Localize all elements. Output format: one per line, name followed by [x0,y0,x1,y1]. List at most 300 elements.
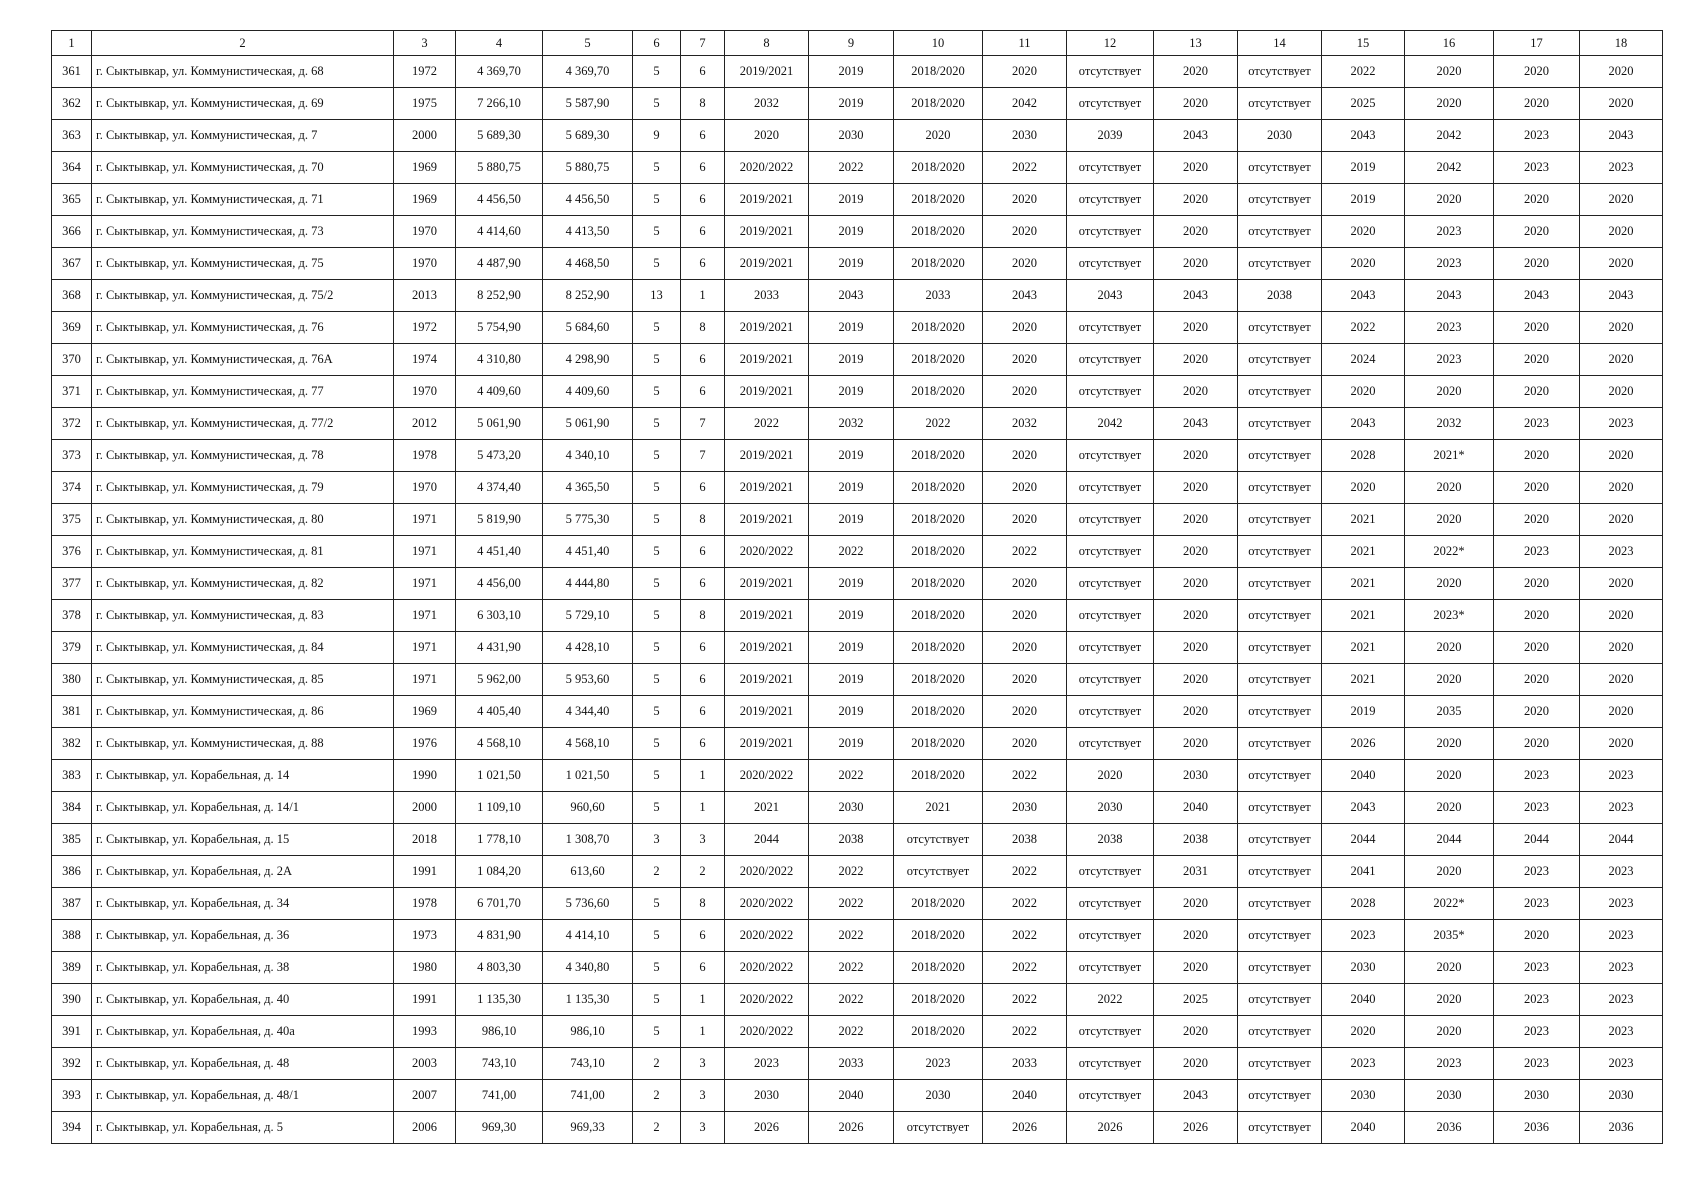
table-cell: 2028 [1322,888,1405,920]
table-cell: 2020 [1154,600,1238,632]
table-cell: 1993 [394,1016,456,1048]
address-cell: г. Сыктывкар, ул. Коммунистическая, д. 7 [92,120,394,152]
table-cell: 5 962,00 [456,664,543,696]
table-cell: 2019/2021 [725,504,809,536]
table-cell: отсутствует [1238,888,1322,920]
table-cell: 1970 [394,248,456,280]
row-number-cell: 382 [52,728,92,760]
table-cell: 2018/2020 [894,952,983,984]
table-cell: 2023 [1580,152,1663,184]
table-cell: 2023 [1580,888,1663,920]
table-cell: 8 [681,600,725,632]
table-cell: отсутствует [1067,472,1154,504]
table-cell: отсутствует [1238,152,1322,184]
table-cell: 2039 [1067,120,1154,152]
table-cell: 2023 [1322,920,1405,952]
table-cell: 2020 [1322,1016,1405,1048]
row-number-cell: 379 [52,632,92,664]
table-cell: 2043 [1322,408,1405,440]
table-cell: 1969 [394,152,456,184]
table-cell: 5 729,10 [543,600,633,632]
table-cell: 2022 [809,152,894,184]
table-cell: 2020 [983,440,1067,472]
table-cell: 2021 [1322,568,1405,600]
table-cell: 2020 [1580,632,1663,664]
table-cell: 2026 [1322,728,1405,760]
table-cell: 5 [633,920,681,952]
table-cell: 9 [633,120,681,152]
table-row [52,248,1663,280]
table-cell: 5 [633,216,681,248]
table-cell: 2018/2020 [894,536,983,568]
table-cell: 2020 [1405,504,1494,536]
table-cell: 2020 [1154,504,1238,536]
row-number-cell: 386 [52,856,92,888]
column-header: 11 [983,31,1067,56]
table-cell: отсутствует [1067,632,1154,664]
table-cell: 1971 [394,600,456,632]
table-cell: 2018/2020 [894,248,983,280]
row-number-cell: 376 [52,536,92,568]
table-cell: 2020 [1580,184,1663,216]
table-cell: 2000 [394,120,456,152]
column-header: 8 [725,31,809,56]
table-cell: 2020 [983,184,1067,216]
column-header: 18 [1580,31,1663,56]
table-cell: 2022 [809,984,894,1016]
table-cell: 2030 [809,120,894,152]
table-cell: 2033 [983,1048,1067,1080]
table-cell: 2019 [809,664,894,696]
table-cell: 2019 [809,248,894,280]
table-cell: 6 [681,376,725,408]
row-number-cell: 393 [52,1080,92,1112]
table-cell: 2020 [1494,632,1580,664]
table-cell: 2020 [983,472,1067,504]
table-cell: 743,10 [456,1048,543,1080]
row-number-cell: 378 [52,600,92,632]
address-cell: г. Сыктывкар, ул. Корабельная, д. 48/1 [92,1080,394,1112]
table-cell: 2021 [1322,664,1405,696]
table-row [52,152,1663,184]
table-cell: 2020/2022 [725,984,809,1016]
table-cell: 2022 [983,152,1067,184]
table-cell: 8 252,90 [456,280,543,312]
document-page [51,30,1663,1144]
row-number-cell: 362 [52,88,92,120]
table-cell: 2018/2020 [894,920,983,952]
table-cell: 2021 [1322,600,1405,632]
table-cell: 2020 [1154,952,1238,984]
table-cell: 1975 [394,88,456,120]
table-cell: отсутствует [1067,856,1154,888]
table-cell: 2026 [1154,1112,1238,1144]
table-cell: отсутствует [1238,920,1322,952]
table-cell: 2020/2022 [725,888,809,920]
table-cell: 2023 [1494,1016,1580,1048]
table-cell: 4 365,50 [543,472,633,504]
table-cell: 2023 [1580,760,1663,792]
table-cell: 2025 [1322,88,1405,120]
table-cell: 5 [633,312,681,344]
table-cell: 2018/2020 [894,56,983,88]
table-cell: отсутствует [1238,408,1322,440]
table-cell: отсутствует [1238,216,1322,248]
table-cell: 2018/2020 [894,1016,983,1048]
table-cell: 4 451,40 [543,536,633,568]
column-header: 10 [894,31,983,56]
address-cell: г. Сыктывкар, ул. Коммунистическая, д. 88 [92,728,394,760]
address-cell: г. Сыктывкар, ул. Коммунистическая, д. 75 [92,248,394,280]
table-cell: отсутствует [1238,984,1322,1016]
table-cell: 1978 [394,888,456,920]
table-cell: 2020 [1494,216,1580,248]
table-cell: 2021 [894,792,983,824]
table-cell: 2023 [1580,792,1663,824]
table-cell: 2020 [1580,504,1663,536]
table-cell: 2019/2021 [725,440,809,472]
table-cell: 2019 [809,472,894,504]
table-row [52,600,1663,632]
table-cell: 5 [633,664,681,696]
table-cell: 5 [633,760,681,792]
table-cell: 2023 [1580,984,1663,1016]
table-cell: 2003 [394,1048,456,1080]
table-cell: 5 689,30 [456,120,543,152]
table-cell: 6 [681,344,725,376]
table-cell: 2030 [1322,952,1405,984]
table-cell: 5 [633,952,681,984]
table-cell: 2021 [1322,632,1405,664]
table-cell: 2023 [1580,536,1663,568]
table-cell: 2020 [983,696,1067,728]
table-cell: 2019/2021 [725,344,809,376]
table-cell: 1 308,70 [543,824,633,856]
table-cell: 2020 [1580,248,1663,280]
table-cell: 2033 [725,280,809,312]
table-cell: отсутствует [1067,920,1154,952]
table-cell: 2032 [809,408,894,440]
column-header: 7 [681,31,725,56]
table-row [52,568,1663,600]
table-cell: 2020 [983,248,1067,280]
row-number-cell: 391 [52,1016,92,1048]
address-cell: г. Сыктывкар, ул. Коммунистическая, д. 82 [92,568,394,600]
table-cell: 2019 [809,216,894,248]
table-cell: 2020/2022 [725,856,809,888]
table-cell: 2033 [894,280,983,312]
table-cell: 5 [633,728,681,760]
table-cell: 2043 [1494,280,1580,312]
table-cell: 2021 [1322,504,1405,536]
table-cell: 2032 [725,88,809,120]
table-cell: 2018/2020 [894,888,983,920]
row-number-cell: 368 [52,280,92,312]
table-cell: 2020/2022 [725,920,809,952]
table-cell: 2020 [1405,1016,1494,1048]
table-cell: отсутствует [1238,600,1322,632]
table-cell: 5 [633,536,681,568]
table-cell: 2030 [1154,760,1238,792]
table-cell: 2020 [1405,88,1494,120]
header-row [52,31,1663,56]
table-cell: 2038 [809,824,894,856]
table-cell: 2023 [1494,952,1580,984]
table-cell: 2020 [1322,248,1405,280]
table-cell: 743,10 [543,1048,633,1080]
table-cell: 6 [681,248,725,280]
row-number-cell: 377 [52,568,92,600]
table-cell: 2019 [809,568,894,600]
table-cell: 2040 [1322,984,1405,1016]
table-cell: 1969 [394,184,456,216]
table-cell: 2019 [809,632,894,664]
table-cell: 2018/2020 [894,312,983,344]
table-cell: 2020 [1154,472,1238,504]
table-cell: 2022 [894,408,983,440]
table-cell: 2023 [725,1048,809,1080]
table-cell: 2022 [983,984,1067,1016]
column-header: 5 [543,31,633,56]
table-cell: 2000 [394,792,456,824]
table-cell: 2019 [809,312,894,344]
table-cell: 1 135,30 [456,984,543,1016]
table-cell: 2 [681,856,725,888]
table-cell: отсутствует [1238,88,1322,120]
address-cell: г. Сыктывкар, ул. Корабельная, д. 40 [92,984,394,1016]
table-cell: 6 [681,536,725,568]
table-cell: 2018/2020 [894,216,983,248]
table-cell: 5 [633,184,681,216]
table-cell: 6 [681,728,725,760]
table-cell: 2036 [1580,1112,1663,1144]
table-cell: 2020 [983,504,1067,536]
table-cell: 4 456,50 [543,184,633,216]
table-cell: 3 [681,824,725,856]
table-cell: 2018/2020 [894,88,983,120]
table-cell: 2018/2020 [894,760,983,792]
table-cell: 5 689,30 [543,120,633,152]
table-cell: 2022 [983,1016,1067,1048]
table-cell: 2023 [1405,312,1494,344]
table-cell: 2020 [1154,344,1238,376]
table-cell: 1 778,10 [456,824,543,856]
table-cell: 2030 [1067,792,1154,824]
table-cell: отсутствует [1238,184,1322,216]
table-row [52,344,1663,376]
table-cell: 2020 [983,568,1067,600]
table-cell: 5 [633,984,681,1016]
table-cell: 4 568,10 [543,728,633,760]
table-cell: отсутствует [1238,664,1322,696]
table-cell: 2020 [1405,792,1494,824]
table-cell: 2023 [1405,216,1494,248]
table-row [52,184,1663,216]
table-cell: 969,30 [456,1112,543,1144]
table-row [52,920,1663,952]
table-cell: 2020 [1494,344,1580,376]
table-cell: 1971 [394,664,456,696]
table-cell: отсутствует [1067,1080,1154,1112]
table-row [52,88,1663,120]
table-cell: 2020 [1405,952,1494,984]
table-cell: 6 [681,920,725,952]
row-number-cell: 392 [52,1048,92,1080]
table-cell: 2020 [1154,88,1238,120]
table-row [52,536,1663,568]
table-cell: 1 [681,760,725,792]
table-cell: 5 736,60 [543,888,633,920]
table-cell: 2043 [1154,408,1238,440]
table-cell: 2020/2022 [725,952,809,984]
table-cell: отсутствует [1238,952,1322,984]
table-row [52,216,1663,248]
table-cell: 2018/2020 [894,472,983,504]
address-cell: г. Сыктывкар, ул. Корабельная, д. 14 [92,760,394,792]
table-cell: 2038 [1067,824,1154,856]
table-cell: 2022 [983,952,1067,984]
table-cell: 2020 [1580,728,1663,760]
table-cell: отсутствует [1238,376,1322,408]
table-cell: 2020/2022 [725,536,809,568]
table-cell: 2030 [983,792,1067,824]
table-cell: 2020 [1494,184,1580,216]
address-cell: г. Сыктывкар, ул. Корабельная, д. 5 [92,1112,394,1144]
table-cell: 2020 [983,600,1067,632]
table-cell: 2020 [1405,376,1494,408]
table-cell: 2030 [725,1080,809,1112]
table-cell: 2020 [983,632,1067,664]
table-cell: 2020 [983,344,1067,376]
address-cell: г. Сыктывкар, ул. Коммунистическая, д. 75/2 [92,280,394,312]
table-row [52,824,1663,856]
table-cell: отсутствует [1238,696,1322,728]
table-cell: 2023 [1580,408,1663,440]
address-cell: г. Сыктывкар, ул. Коммунистическая, д. 77 [92,376,394,408]
table-row [52,728,1663,760]
table-cell: 2020 [1154,1016,1238,1048]
table-cell: 4 340,10 [543,440,633,472]
table-cell: 5 754,90 [456,312,543,344]
table-cell: 2020 [1494,920,1580,952]
table-cell: 1978 [394,440,456,472]
table-cell: 5 [633,248,681,280]
table-cell: 2 [633,856,681,888]
table-cell: отсутствует [1067,248,1154,280]
table-cell: отсутствует [1067,888,1154,920]
row-number-cell: 389 [52,952,92,984]
table-cell: 2019/2021 [725,216,809,248]
table-cell: 4 487,90 [456,248,543,280]
table-cell: 1 [681,984,725,1016]
address-cell: г. Сыктывкар, ул. Корабельная, д. 2А [92,856,394,888]
table-cell: 2020 [1154,920,1238,952]
table-cell: 4 568,10 [456,728,543,760]
table-cell: 2038 [1238,280,1322,312]
table-cell: отсутствует [1067,88,1154,120]
table-cell: 5 473,20 [456,440,543,472]
column-header: 4 [456,31,543,56]
table-cell: 4 310,80 [456,344,543,376]
table-cell: 2022* [1405,888,1494,920]
row-number-cell: 383 [52,760,92,792]
table-cell: 8 [681,504,725,536]
row-number-cell: 380 [52,664,92,696]
table-cell: 6 [681,184,725,216]
table-cell: 6 [681,216,725,248]
table-cell: отсутствует [894,824,983,856]
table-cell: 741,00 [543,1080,633,1112]
table-cell: 2012 [394,408,456,440]
table-cell: 6 303,10 [456,600,543,632]
table-cell: 2040 [983,1080,1067,1112]
table-cell: 1 021,50 [543,760,633,792]
row-number-cell: 390 [52,984,92,1016]
table-cell: отсутствует [1067,504,1154,536]
table-row [52,1112,1663,1144]
table-cell: 1 109,10 [456,792,543,824]
table-cell: 2032 [1405,408,1494,440]
table-cell: 7 [681,440,725,472]
table-cell: 2026 [1067,1112,1154,1144]
table-cell: 2043 [1154,280,1238,312]
table-cell: 2043 [1322,280,1405,312]
table-cell: 2019/2021 [725,664,809,696]
table-cell: 5 [633,504,681,536]
table-cell: отсутствует [1067,312,1154,344]
table-cell: 2019/2021 [725,568,809,600]
table-cell: 4 414,10 [543,920,633,952]
table-row [52,984,1663,1016]
address-cell: г. Сыктывкар, ул. Коммунистическая, д. 79 [92,472,394,504]
table-cell: 2020 [1154,728,1238,760]
table-cell: 2021* [1405,440,1494,472]
table-cell: 2026 [725,1112,809,1144]
table-cell: 5 [633,888,681,920]
table-cell: 5 [633,344,681,376]
table-cell: 2035* [1405,920,1494,952]
table-cell: 4 414,60 [456,216,543,248]
table-cell: 2018/2020 [894,984,983,1016]
row-number-cell: 363 [52,120,92,152]
table-row [52,952,1663,984]
table-cell: отсутствует [1238,824,1322,856]
table-cell: 2022 [809,888,894,920]
table-cell: 2023 [1494,760,1580,792]
column-header: 1 [52,31,92,56]
table-cell: 2030 [1494,1080,1580,1112]
table-cell: 2022 [983,920,1067,952]
table-row [52,56,1663,88]
table-cell: 2022* [1405,536,1494,568]
table-cell: 4 431,90 [456,632,543,664]
table-cell: 2018/2020 [894,728,983,760]
table-cell: 2022 [809,1016,894,1048]
table-cell: 3 [681,1080,725,1112]
table-cell: 2023 [1580,952,1663,984]
table-cell: 2042 [1405,152,1494,184]
table-cell: 2020 [1154,152,1238,184]
table-cell: 2020 [1494,376,1580,408]
table-cell: 5 [633,88,681,120]
table-cell: 5 [633,792,681,824]
table-cell: 2038 [983,824,1067,856]
table-cell: 4 344,40 [543,696,633,728]
table-cell: 5 [633,408,681,440]
table-cell: 2020/2022 [725,152,809,184]
table-cell: 6 [681,120,725,152]
table-cell: 5 [633,56,681,88]
